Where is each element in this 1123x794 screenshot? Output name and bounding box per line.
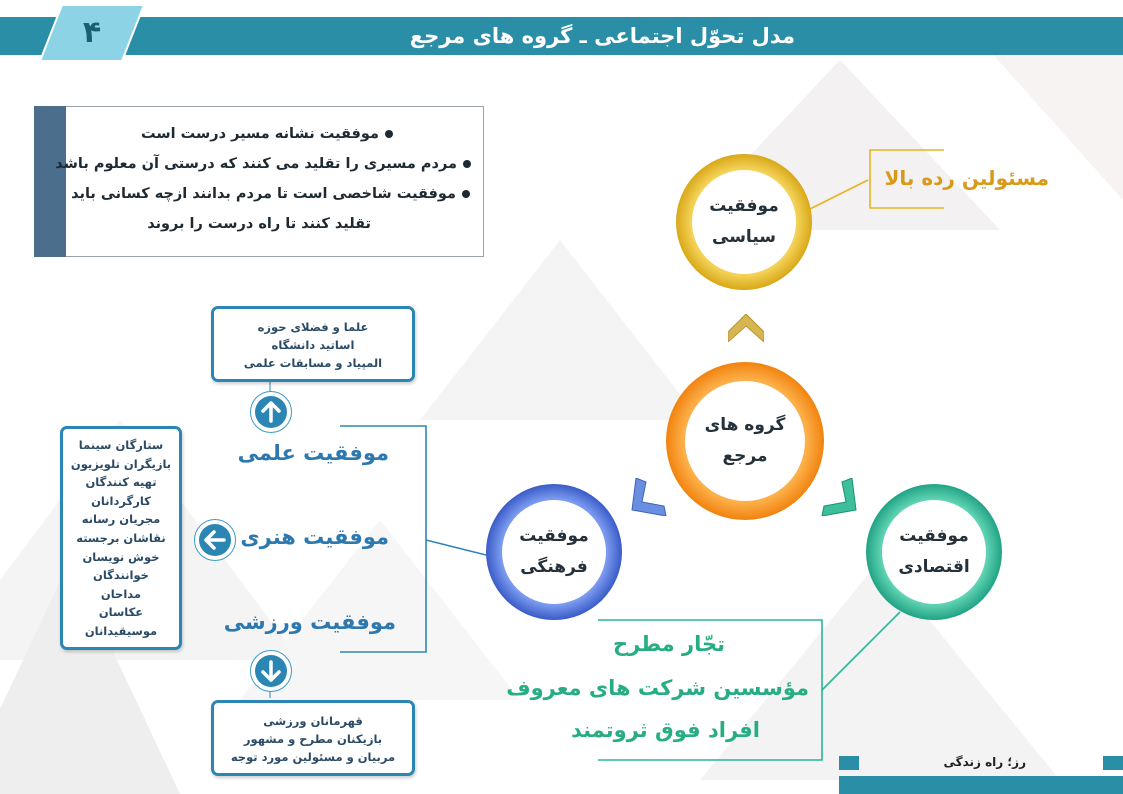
footer-square-right xyxy=(1103,756,1123,770)
artistic-box xyxy=(60,426,182,650)
sport-item: قهرمانان ورزشی xyxy=(263,714,363,728)
page-number: ۴ xyxy=(82,15,102,50)
arrow-down-icon xyxy=(255,655,287,687)
political-line2: سیاسی xyxy=(712,227,776,247)
artistic-item: مداحان xyxy=(100,586,142,601)
info-line: موفقیت شاخصی است تا مردم بدانند ازچه کسانی باید xyxy=(71,186,470,202)
left-arrow-button xyxy=(194,519,236,561)
info-line: موفقیت نشانه مسیر درست است xyxy=(141,126,393,142)
cultural-circle-inner xyxy=(502,500,606,604)
down-right-chevron-icon xyxy=(820,478,860,516)
economic-item: مؤسسین شرکت های معروف xyxy=(506,676,809,700)
political-circle-inner xyxy=(692,170,796,274)
artistic-item: کارگردانان xyxy=(91,493,151,508)
artistic-item: بازیگران تلویزیون xyxy=(70,456,172,471)
artistic-success: موفقیت هنری xyxy=(240,525,389,549)
footer-bar xyxy=(839,776,1123,794)
political-line1: موفقیت xyxy=(709,196,779,216)
artistic-item: عکاسان xyxy=(98,605,144,620)
economic-circle-inner xyxy=(882,500,986,604)
footer-text: رز؛ راه زندگی xyxy=(943,755,1026,769)
down-arrow-button xyxy=(250,650,292,692)
scientific-item: اساتید دانشگاه xyxy=(271,338,355,352)
scientific-item: المپیاد و مسابقات علمی xyxy=(243,356,383,370)
artistic-item: مجریان رسانه xyxy=(81,512,161,527)
artistic-item: ستارگان سینما xyxy=(78,438,164,452)
down-left-chevron-icon xyxy=(628,478,668,516)
arrow-left-icon xyxy=(199,524,231,556)
info-line: تقلید کنند تا راه درست را بروند xyxy=(147,216,371,232)
page-title: مدل تحوّل اجتماعی ـ گروه های مرجع xyxy=(409,24,795,48)
arrow-up-icon xyxy=(255,396,287,428)
scientific-success: موفقیت علمی xyxy=(237,441,389,465)
up-arrow-button xyxy=(250,391,292,433)
artistic-item: نقاشان برجسته xyxy=(76,530,166,545)
sport-box xyxy=(211,700,415,776)
info-line: مردم مسیری را تقلید می کنند که درستی آن معلوم باشد xyxy=(55,156,471,172)
economic-item: افراد فوق ثروتمند xyxy=(571,718,760,742)
up-chevron-icon xyxy=(728,314,764,342)
sport-success: موفقیت ورزشی xyxy=(223,610,396,634)
artistic-item: خوش نویسان xyxy=(82,549,160,564)
economic-item: تجّار مطرح xyxy=(613,632,725,656)
economic-line1: موفقیت xyxy=(899,526,969,546)
cultural-line1: موفقیت xyxy=(519,526,589,546)
footer-square-left xyxy=(839,756,859,770)
artistic-item: خوانندگان xyxy=(93,568,149,583)
center-circle-inner xyxy=(685,381,805,501)
sport-item: بازیکنان مطرح و مشهور xyxy=(243,732,383,746)
center-line1: گروه های xyxy=(704,415,786,435)
artistic-item: موسیقیدانان xyxy=(84,623,158,638)
scientific-item: علما و فضلای حوزه xyxy=(257,320,369,334)
political-label: مسئولین رده بالا xyxy=(884,166,1049,190)
cultural-line2: فرهنگی xyxy=(520,557,588,577)
sport-item: مربیان و مسئولین مورد توجه xyxy=(230,750,396,764)
artistic-item: تهیه کنندگان xyxy=(85,475,157,490)
center-line2: مرجع xyxy=(722,446,768,466)
economic-line2: اقتصادی xyxy=(898,557,970,577)
scientific-box xyxy=(211,306,415,382)
